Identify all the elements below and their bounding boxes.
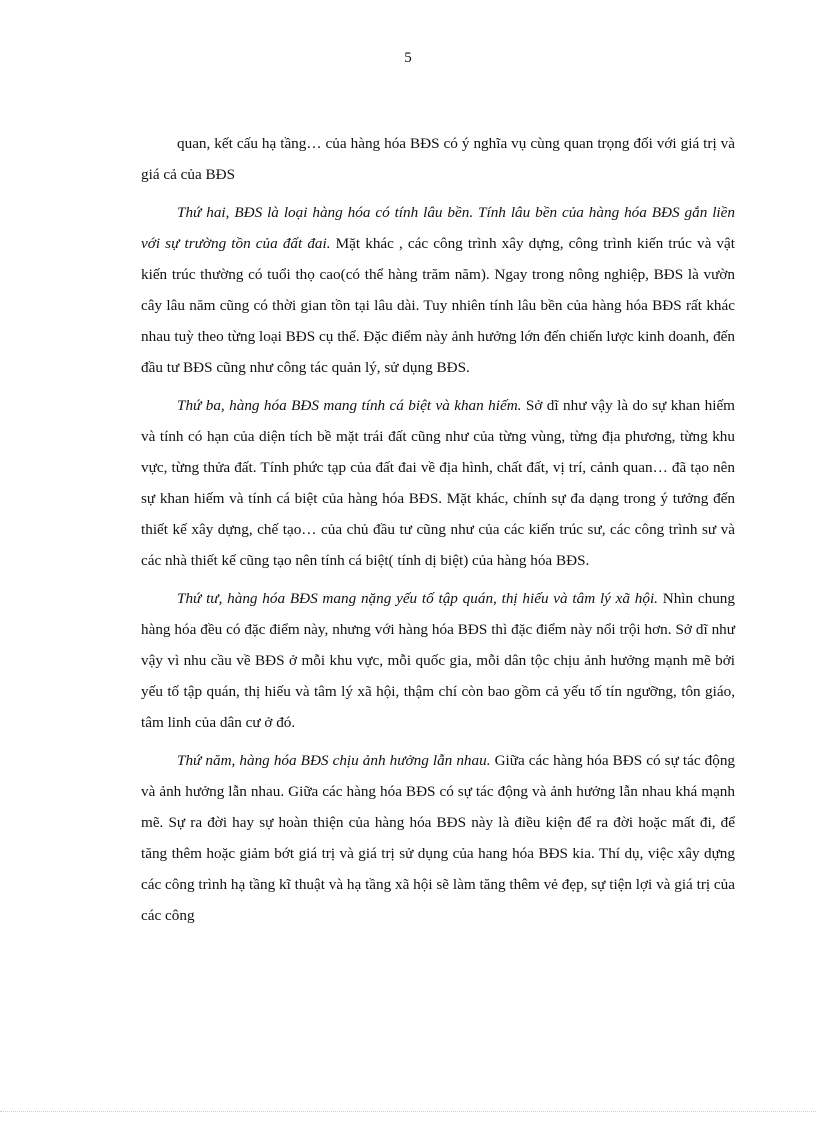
- page-number: 5: [404, 50, 412, 66]
- paragraph-text: quan, kết cấu hạ tầng… của hàng hóa BĐS có ý nghĩa vụ cùng quan trọng đối với giá trị và giá cả của BĐS: [141, 135, 735, 183]
- paragraph-lead: Thứ năm, hàng hóa BĐS chịu ảnh hưởng lẫn nhau.: [177, 752, 491, 769]
- paragraph-lead: Thứ hai, BĐS là loại hàng hóa có tính lâu bền. Tính lâu bền của hàng hóa BĐS gắn liền với sự trường tồn của đất đai.: [141, 204, 735, 252]
- paragraph-thu-nam: [141, 745, 735, 931]
- paragraph-text: Giữa các hàng hóa BĐS có sự tác động và ảnh hưởng lẫn nhau. Giữa các hàng hóa BĐS có sự tác động và ảnh hưởng lẫn nhau khá mạnh mẽ. Sự ra đời hay sự hoàn thiện của hàng hóa BĐS này là điều kiện để ra đời hoặc mất đi, để tăng thêm hoặc giảm bớt giá trị và giá trị sử dụng của hang hóa BĐS kia. Thí dụ, việc xây dựng các công trình hạ tầng kĩ thuật và hạ tầng xã hội sẽ làm tăng thêm vẻ đẹp, sự tiện lợi và giá trị của các công: [141, 752, 736, 924]
- paragraph-thu-ba: [141, 390, 735, 576]
- page-bottom-rule: [0, 1111, 816, 1112]
- document-body: [141, 128, 735, 938]
- paragraph-lead: Thứ ba, hàng hóa BĐS mang tính cá biệt và khan hiếm.: [177, 397, 522, 414]
- paragraph-thu-hai: [141, 197, 735, 383]
- paragraph-continuation: [141, 128, 735, 190]
- paragraph-text: Nhìn chung hàng hóa đều có đặc điểm này, nhưng với hàng hóa BĐS thì đặc điểm này nổi trội hơn. Sở dĩ như vậy vì nhu cầu về BĐS ở mỗi khu vực, mỗi quốc gia, mỗi dân tộc chịu ảnh hưởng mạnh mẽ bởi yếu tố tập quán, thị hiếu và tâm lý xã hội, thậm chí còn bao gồm cả yếu tố tín ngưỡng, tôn giáo, tâm linh của dân cư ở đó.: [141, 590, 735, 731]
- paragraph-thu-tu: [141, 583, 735, 738]
- paragraph-lead: Thứ tư, hàng hóa BĐS mang nặng yếu tố tập quán, thị hiếu và tâm lý xã hội.: [177, 590, 658, 607]
- paragraph-text: Sở dĩ như vậy là do sự khan hiếm và tính có hạn của diện tích bề mặt trái đất cũng như của từng vùng, từng địa phương, từng khu vực, từng thửa đất. Tính phức tạp của đất đai về địa hình, chất đất, vị trí, cảnh quan… đã tạo nên sự khan hiếm và tính cá biệt của hàng hóa BĐS. Mặt khác, chính sự đa dạng trong ý tưởng đến thiết kế xây dựng, chế tạo… của chủ đầu tư cũng như của các kiến trúc sư, các công trình sư và các nhà thiết kế cũng tạo nên tính cá biệt( tính dị biệt) của hàng hóa BĐS.: [141, 397, 735, 569]
- paragraph-text: Mặt khác , các công trình xây dựng, công trình kiến trúc và vật kiến trúc thường có tuổi thọ cao(có thể hàng trăm năm). Ngay trong nông nghiệp, BĐS là vườn cây lâu năm cũng có thời gian tồn tại lâu dài. Tuy nhiên tính lâu bền của hàng hóa BĐS rất khác nhau tuỳ theo từng loại BĐS cụ thể. Đặc điểm này ảnh hưởng lớn đến chiến lược kinh doanh, đến đầu tư BĐS cũng như công tác quản lý, sử dụng BĐS.: [141, 235, 735, 376]
